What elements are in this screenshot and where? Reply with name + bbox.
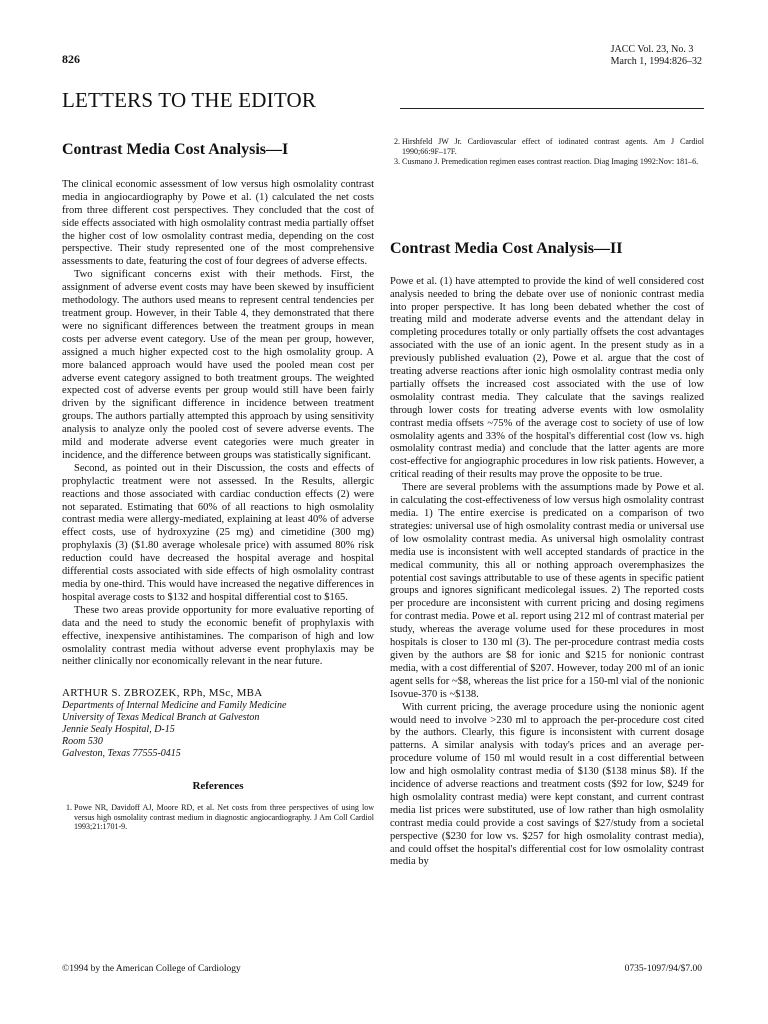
journal-citation — [611, 44, 702, 68]
affiliation-line: Room 530 — [62, 736, 103, 748]
affiliation-line: University of Texas Medical Branch at Galveston — [62, 712, 260, 724]
reference-item: 2. Hirshfeld JW Jr. Cardiovascular effect of iodinated contrast agents. Am J Cardiol 1990;66:9F–17F. — [402, 137, 704, 156]
article-code: 0735-1097/94/$7.00 — [624, 964, 702, 974]
references-list — [62, 803, 374, 832]
affiliation-line: Jennie Sealy Hospital, D-15 — [62, 724, 175, 736]
journal-date-pages: March 1, 1994:826–32 — [610, 56, 702, 67]
right-column — [390, 137, 704, 869]
reference-item: 3. Cusmano J. Premedication regimen eases contrast reaction. Diag Imaging 1992:Nov: 181–6. — [402, 157, 704, 167]
header-rule — [400, 108, 704, 109]
article1-paragraph: Two significant concerns exist with their methods. First, the assignment of adverse event costs may have been skewed by insufficient methodology. The authors used means to represent central tendencies per treatment group. However, in their Table 4, they demonstrated that there were no significant differences between the treatment groups in mean costs per adverse event category. Use of the mean per group, however, assigned a much higher expected cost to the high osmolality group. A more balanced approach would have used the pooled mean cost per adverse event category assigned to both treatment groups. The weighted expected cost of adverse events per group would still have been fairly driven by the significant difference in incidence between treatment groups. The authors partially attempted this approach by using sensitivity analysis to analyze only the pooled cost of severe adverse events. The mild and moderate adverse event categories were much greater in incidence, and the difference between groups was statistically significant. — [62, 269, 374, 461]
page-number: 826 — [62, 52, 80, 66]
references-heading: References — [192, 780, 244, 793]
references-list-continued — [390, 137, 704, 167]
article1-paragraph: These two areas provide opportunity for more evaluative reporting of data and the need to study the economic benefit of prophylaxis with effective, inexpensive antihistamines. The comparison of high and low osmolality contrast media without adverse event prophylaxis may be neither clinically nor economically relevant in the near future. — [62, 604, 374, 668]
article2-title: Contrast Media Cost Analysis—II — [390, 239, 623, 257]
article2-paragraph: There are several problems with the assumptions made by Powe et al. in calculating the cost-effectiveness of low versus high osmolality contrast media. 1) The entire exercise is predicated on a comparison of two strategies: universal use of high osmolality contrast media or universal use of low osmolality contrast media. As universal high osmolality contrast media use is inconsistent with well accepted standards of practice in the medical community, this all or nothing approach overemphasizes the potential cost savings attributable to use of these agents in specific patient groups and ignores significant medicolegal issues. 2) The reported costs per procedure are inconsistent with current pricing and dosing regimens for contrast media. Powe et al. report using 212 ml of contrast material per study, whereas the average volume used for these procedures in most hospitals is closer to 130 ml (3). The per-procedure contrast media costs given by the authors are $8 for ionic and $215 for nonionic contrast media, with a cost differential of $207. However, today 200 ml of an ionic agent sells for ~$8, whereas the list price for a 150-ml vial of the nonionic Isovue-370 is ~$138. — [390, 482, 704, 700]
article2-paragraph: Powe et al. (1) have attempted to provide the kind of well considered cost analysis needed to bring the debate over use of nonionic contrast media into proper perspective. It has long been debated whether the cost of treating mild and moderate adverse events and the attendant delay in completing procedures totally or only partially offsets the cost advantages associated with the use of an ionic agent. In the present study as in a previously published evaluation (2), Powe et al. argue that the cost of treating adverse reactions after ionic high osmolality contrast media only partially offsets the increased cost associated with the use of low osmolality contrast media. They calculate that the savings realized through lower costs for treating adverse events with low osmolality contrast media offsets ~75% of the average cost to society of use of low osmolality agents and 33% of the hospital's differential cost (low vs. high osmolality contrast media) and conclude that the latter agents are more cost-effective for angiographic procedures in low risk patients. However, a critical reading of their results may prove the opposite to be true. — [390, 275, 704, 481]
article1-paragraph: Second, as pointed out in their Discussion, the costs and effects of prophylactic treatment were not assessed. In the Results, allergic reactions and those associated with cardiac conduction effects (2) were not separated. Estimating that 60% of all reactions to high osmolality contrast media were allergy-mediated, explaining at least 40% of adverse effect costs, use of hydroxyzine (25 mg) and cimetidine (300 mg) prophylaxis (3) ($1.80 average wholesale price) with assumed 80% risk reduction could have decreased the hospital average and hospital differential costs associated with side effects of high osmolality contrast media by one-third. This would have increased the negative differences in hospital average costs to $132 and hospital differential cost to $165. — [62, 462, 374, 603]
article2-paragraph: With current pricing, the average procedure using the nonionic agent would need to involve >230 ml to approach the per-procedure cost cited by the authors. Clearly, this figure is inconsistent with current dosage patterns. A similar analysis with today's prices and an average per-procedure volume of 150 ml would result in a cost differential between low and high osmolality contrast media of $130 ($138 minus $8). If the incidence of adverse reactions and treatment costs ($92 for low, $249 for high osmolality contrast media) were kept constant, and current contrast media list prices were substituted, use of low rather than high osmolality contrast media could provide a cost savings of $27/study from a societal perspective ($230 for low vs. $257 for high osmolality contrast media), and could offset the hospital's differential cost for low osmolality contrast media by — [390, 701, 704, 868]
article1-title: Contrast Media Cost Analysis—I — [62, 141, 289, 158]
affiliation-line: Departments of Internal Medicine and Family Medicine — [62, 700, 287, 712]
author-affiliation — [62, 700, 374, 760]
article1-paragraph: The clinical economic assessment of low versus high osmolality contrast media in angiocardiography by Powe et al. (1) calculated the net costs from three different cost perspectives. They concluded that the cost of side effects associated with high osmolality contrast media partially offset the higher cost of low osmolality contrast media, depending on the cost perspective. Their study represented one of the most comprehensive assessments to date, featuring the cost of four degrees of adverse effects. — [62, 178, 374, 268]
copyright-notice: ©1994 by the American College of Cardiology — [62, 964, 241, 974]
reference-item: 1. Powe NR, Davidoff AJ, Moore RD, et al. Net costs from three perspectives of using low versus high osmolality contrast medium in diagnostic angiocardiography. J Am Coll Cardiol 1993;21:1701-9. — [74, 803, 374, 832]
section-title: LETTERS TO THE EDITOR — [62, 88, 317, 112]
left-column — [62, 141, 374, 833]
journal-volume: JACC Vol. 23, No. 3 — [610, 44, 694, 55]
author-name: ARTHUR S. ZBROZEK, RPh, MSc, MBA — [62, 687, 263, 700]
affiliation-line: Galveston, Texas 77555-0415 — [62, 748, 181, 760]
